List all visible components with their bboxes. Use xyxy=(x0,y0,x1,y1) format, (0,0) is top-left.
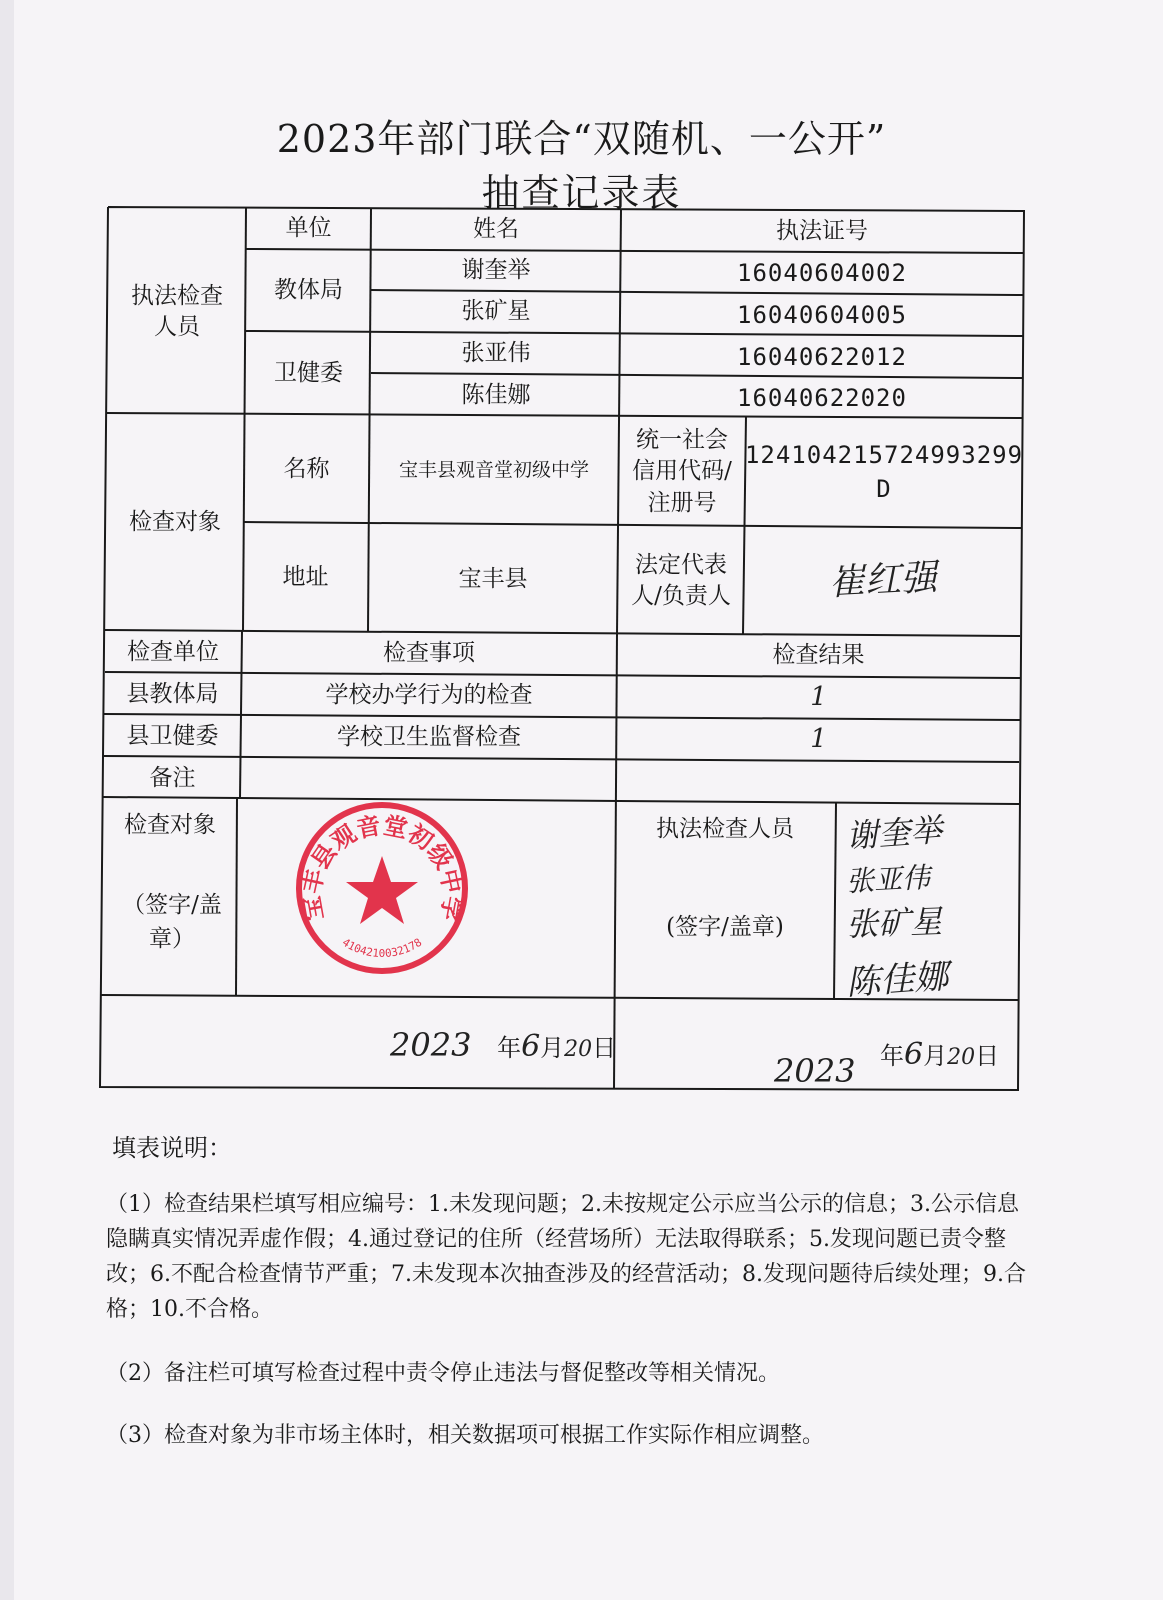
note-item: （3）检查对象为非市场主体时，相关数据项可根据工作实际作相应调整。 xyxy=(106,1423,824,1448)
notes-heading: 填表说明： xyxy=(112,1134,232,1162)
target-name-value: 宝丰县观音堂初级中学 xyxy=(398,459,589,482)
document-subtitle: 抽查记录表 xyxy=(481,171,682,215)
inspector-name: 谢奎举 xyxy=(461,257,531,284)
official-seal xyxy=(294,800,470,976)
item-result: 1 xyxy=(810,724,827,755)
inspector-signature: 陈佳娜 xyxy=(844,956,950,1004)
inspector-name: 张矿星 xyxy=(461,298,531,325)
date-right-year: 2023 xyxy=(774,1052,856,1090)
item-name: 学校卫生监督检查 xyxy=(337,724,521,751)
inspector-signature: 张亚伟 xyxy=(845,860,931,899)
note-item: （2）备注栏可填写检查过程中责令停止违法与督促整改等相关情况。 xyxy=(106,1361,780,1386)
item-unit: 县教体局 xyxy=(126,681,219,708)
date-left xyxy=(390,1026,616,1064)
vline xyxy=(236,798,237,996)
date-right-day-unit: 日 xyxy=(975,1042,1000,1070)
seal-text: 宝丰县观音堂初级中学 xyxy=(296,810,468,923)
target-code-label: 统一社会信用代码/注册号 xyxy=(632,427,732,516)
inspector-cert: 16040622020 xyxy=(737,384,907,413)
date-left-month-unit: 月 xyxy=(540,1034,565,1062)
items-header-unit: 检查单位 xyxy=(127,639,219,666)
inspector-cert: 16040622012 xyxy=(737,342,907,371)
unit-edu: 教体局 xyxy=(274,277,343,304)
date-left-day: 20 xyxy=(564,1037,593,1062)
unit-health: 卫健委 xyxy=(274,360,343,387)
date-left-year: 2023 xyxy=(390,1026,472,1064)
document-title: 2023年部门联合“双随机、一公开” xyxy=(276,117,887,161)
target-rep-signature: 崔红强 xyxy=(827,556,938,604)
inspector-cert: 16040604005 xyxy=(737,301,907,330)
date-left-year-unit: 年 xyxy=(497,1034,522,1062)
date-right xyxy=(880,1036,999,1072)
header-unit: 单位 xyxy=(285,215,332,242)
inspector-name: 陈佳娜 xyxy=(461,381,531,408)
inspectors-section-label: 执法检查人员 xyxy=(131,282,223,340)
item-unit: 县卫健委 xyxy=(126,723,219,750)
date-left-month: 6 xyxy=(521,1029,541,1064)
items-header-result: 检查结果 xyxy=(772,642,865,669)
inspector-cert: 16040604002 xyxy=(737,259,907,288)
remark-value xyxy=(242,759,1019,800)
target-name-label: 名称 xyxy=(283,455,330,482)
date-right-month: 6 xyxy=(904,1037,924,1072)
inspector-signature: 张矿星 xyxy=(845,902,943,944)
header-name: 姓名 xyxy=(473,216,519,243)
items-header-item: 检查事项 xyxy=(383,640,475,667)
sign-target-label: 检查对象 xyxy=(124,812,216,838)
date-right-year-unit: 年 xyxy=(880,1042,904,1070)
sign-inspector-label: 执法检查人员 xyxy=(656,816,794,842)
target-section-label: 检查对象 xyxy=(129,509,221,536)
target-code-value: 124104215724993299 D xyxy=(744,441,1024,503)
date-right-day: 20 xyxy=(947,1045,976,1070)
date-right-month-unit: 月 xyxy=(923,1042,948,1070)
target-address-label: 地址 xyxy=(282,564,329,591)
sign-inspector-instruction: (签字/盖章) xyxy=(666,914,784,940)
target-rep-label: 法定代表人/负责人 xyxy=(631,551,731,609)
header-cert: 执法证号 xyxy=(776,218,868,245)
seal-code: 4104210032178 xyxy=(339,935,425,961)
target-address-value: 宝丰县 xyxy=(458,566,528,593)
sign-target-instruction: （签字/盖章） xyxy=(122,892,222,952)
vline xyxy=(834,803,836,1000)
seal-star-icon xyxy=(346,856,418,924)
item-result: 1 xyxy=(810,682,827,713)
inspector-name: 张亚伟 xyxy=(461,340,531,367)
inspector-signature: 谢奎举 xyxy=(844,810,944,856)
item-name: 学校办学行为的检查 xyxy=(325,682,533,709)
remark-label: 备注 xyxy=(149,764,196,791)
note-item: （1）检查结果栏填写相应编号：1.未发现问题；2.未按规定公示应当公示的信息；3.公示信息隐瞒真实情况弄虚作假；4.通过登记的住所（经营场所）无法取得联系；5.发现问题已责令整改；6.不配合检查情节严重；7.未发现本次抽查涉及的经营活动；8.发现问题待后续处理；9.合格；10.不合格。 xyxy=(106,1192,1026,1322)
date-left-day-unit: 日 xyxy=(592,1034,617,1062)
